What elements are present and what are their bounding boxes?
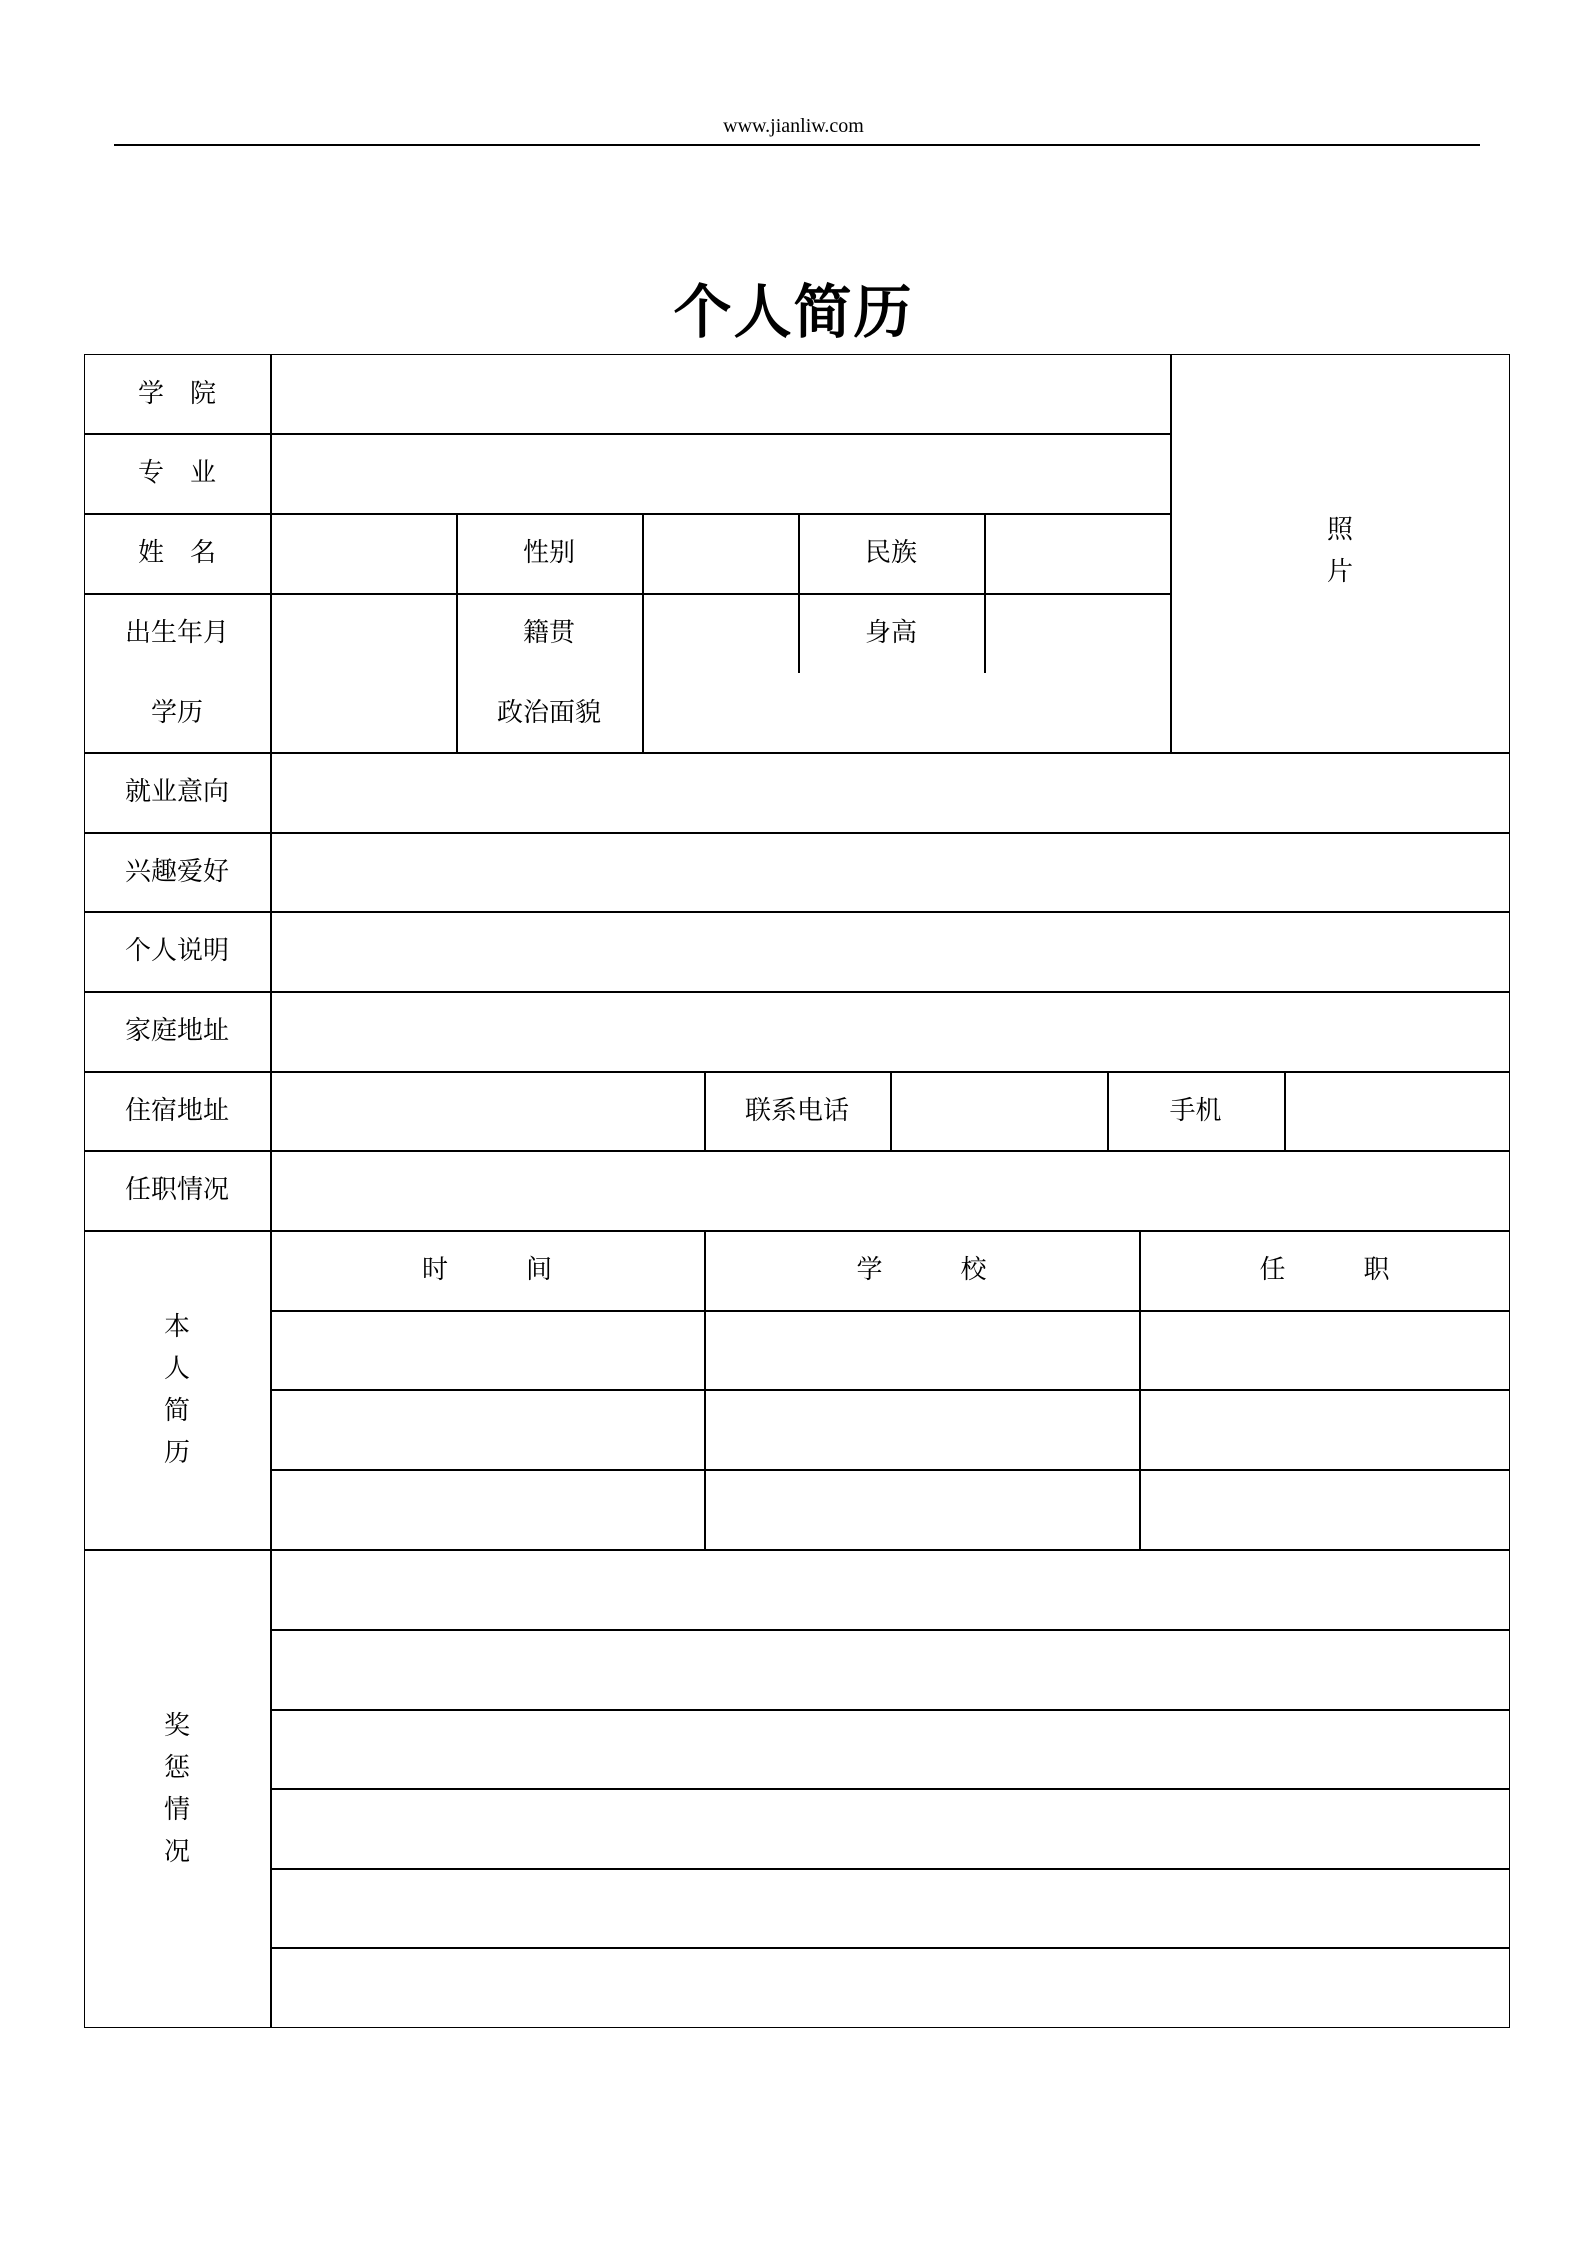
header-rule [114,144,1480,146]
resume-section-label [84,1230,270,1550]
college-field[interactable] [272,356,1169,432]
label-positions: 任职情况 [124,1175,229,1205]
label-hobbies: 兴趣爱好 [124,857,229,887]
gender-field[interactable] [644,515,797,591]
resume-col-time: 时 间 [421,1255,552,1285]
name-field[interactable] [272,515,455,591]
photo-label-char: 照 [1326,515,1353,545]
row-divider [270,1788,1510,1790]
photo-box [1170,354,1510,753]
job-intent-field[interactable] [272,754,1508,830]
contact-phone-field[interactable] [892,1073,1106,1149]
label-home-address: 家庭地址 [124,1016,229,1046]
photo-label-char: 片 [1326,557,1353,587]
label-mobile: 手机 [1169,1096,1222,1126]
label-college: 学 院 [137,379,216,409]
row-divider [270,1947,1510,1949]
resume-label-char: 简 [163,1396,190,1426]
birth-field[interactable] [272,595,455,671]
home-address-field[interactable] [272,993,1508,1069]
label-dorm-address: 住宿地址 [124,1096,229,1126]
native-place-field[interactable] [644,595,797,671]
hobbies-field[interactable] [272,834,1508,910]
political-status-field[interactable] [644,675,1169,751]
rewards-label-char: 惩 [163,1752,190,1783]
positions-field[interactable] [272,1152,1508,1228]
label-native-place: 籍贯 [522,618,575,648]
header-url: www.jianliw.com [723,115,864,137]
self-statement-field[interactable] [272,913,1508,989]
height-field[interactable] [986,595,1169,671]
label-self-statement: 个人说明 [124,936,229,966]
label-contact-phone: 联系电话 [744,1096,849,1126]
label-gender: 性别 [522,538,575,568]
rewards-section-label [84,1549,270,2028]
resume-label-char: 本 [163,1312,190,1342]
education-field[interactable] [272,675,455,751]
page-title: 个人简历 [673,278,914,346]
label-birth: 出生年月 [124,618,229,648]
row-divider [270,1629,1510,1631]
row-divider [270,1389,1510,1391]
ethnicity-field[interactable] [986,515,1169,591]
row-divider [270,1310,1510,1312]
resume-label-char: 历 [163,1438,190,1468]
mobile-field[interactable] [1286,1073,1508,1149]
label-height: 身高 [864,618,917,648]
resume-col-school: 学 校 [856,1255,987,1285]
major-field[interactable] [272,435,1169,511]
label-major: 专 业 [137,458,216,488]
resume-col-position: 任 职 [1259,1255,1390,1285]
row-divider [270,1709,1510,1711]
label-job-intent: 就业意向 [124,777,229,807]
label-political-status: 政治面貌 [496,698,601,728]
label-name: 姓 名 [137,538,216,568]
row-divider [84,1549,1510,1551]
label-ethnicity: 民族 [864,538,917,568]
rewards-label-char: 奖 [163,1710,190,1741]
rewards-label-char: 情 [163,1794,190,1825]
label-education: 学历 [150,698,203,728]
resume-label-char: 人 [163,1354,190,1384]
row-divider [270,1868,1510,1870]
rewards-label-char: 况 [163,1836,190,1867]
dorm-address-field[interactable] [272,1073,703,1149]
row-divider [270,1469,1510,1471]
